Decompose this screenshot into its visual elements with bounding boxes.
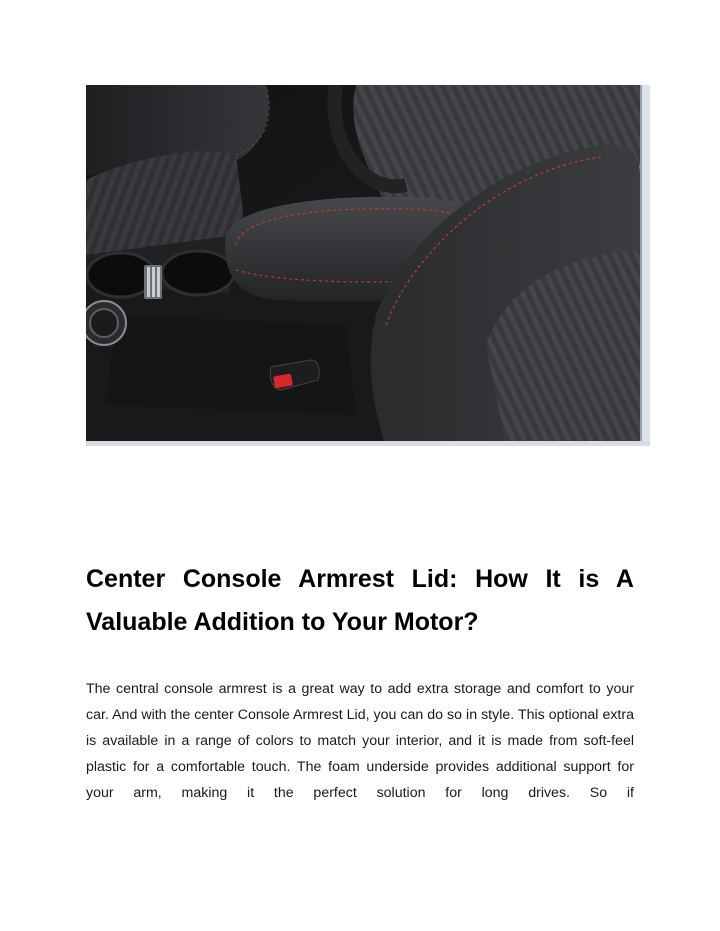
article-body: The central console armrest is a great way to add extra storage and comfort to your car. And with the center Console Armrest Lid, you can do so in style. This optional extra is available in a range of colors to match your interior, and it is made from soft-feel plastic for a comfortable touch. The foam underside provides additional support for your arm, making it the perfect solution for long drives. So if: [86, 681, 634, 801]
car-interior-photo: [86, 85, 650, 446]
article-heading: Center Console Armrest Lid: How It is A Valuable Addition to Your Motor?: [86, 565, 634, 636]
